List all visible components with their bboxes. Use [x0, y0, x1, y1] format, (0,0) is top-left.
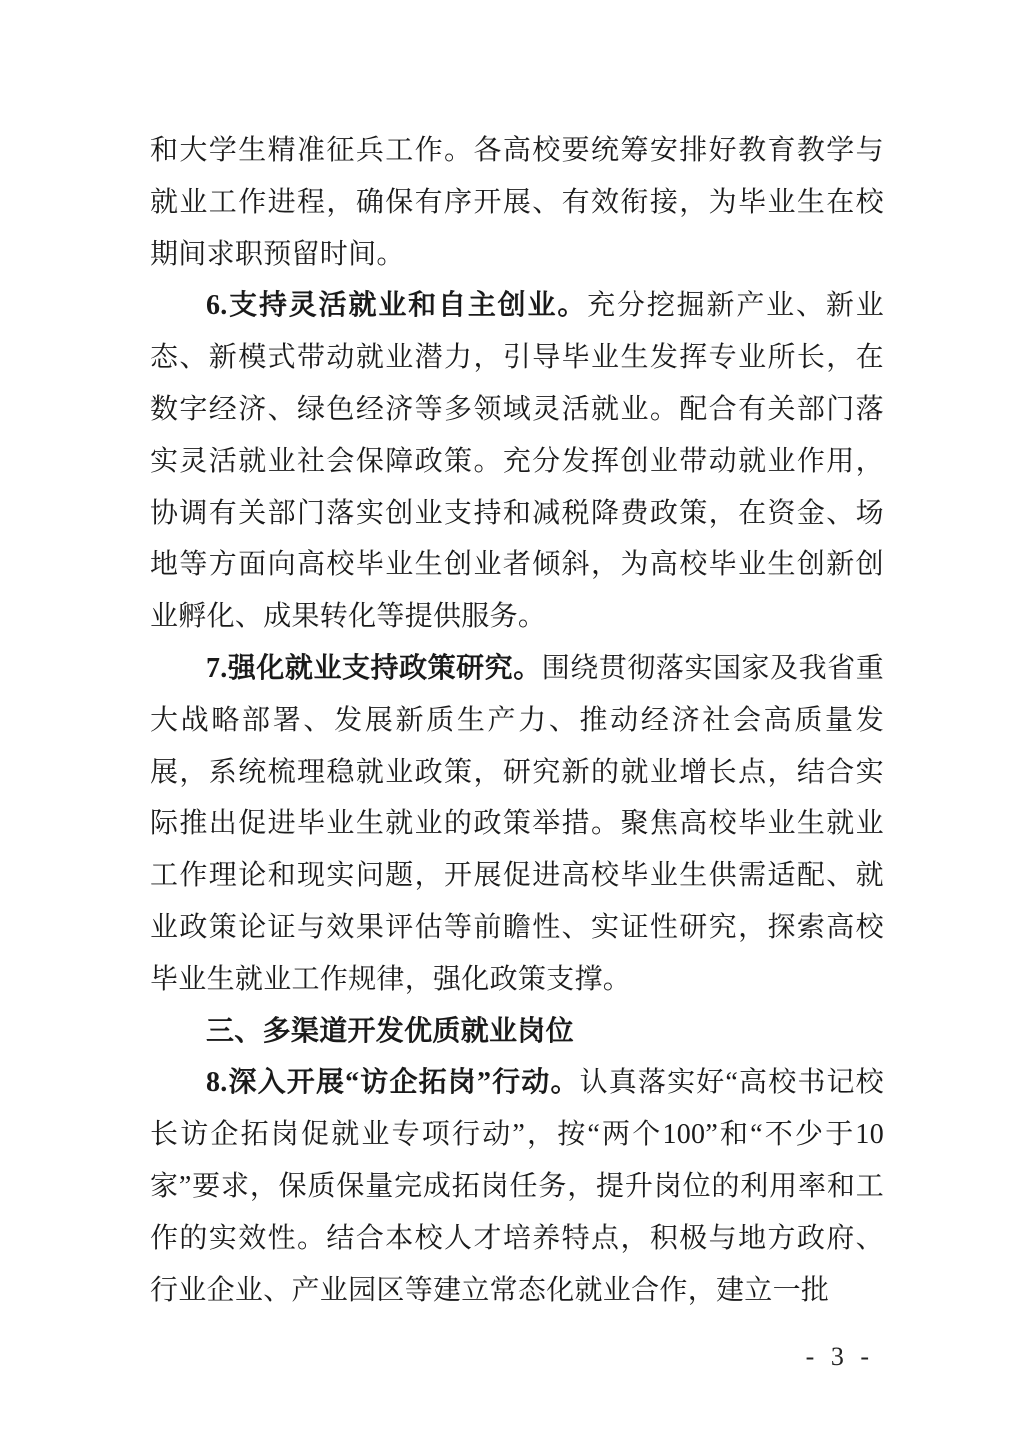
paragraph-text: 认真落实好“高校书记校长访企拓岗促就业专项行动”，按“两个100”和“不少于10家”要求，保质保量完成拓岗任务，提升岗位的利用率和工作的实效性。结合本校人才培养特点，积极与地方政府、行业企业、产业园区等建立常态化就业合作，建立一批	[150, 1067, 884, 1306]
paragraph-lead: 7.强化就业支持政策研究。	[206, 652, 542, 684]
paragraph-item-7	[150, 643, 884, 1006]
paragraph-continuation	[150, 125, 884, 280]
paragraph-text: 充分挖掘新产业、新业态、新模式带动就业潜力，引导毕业生发挥专业所长，在数字经济、绿色经济等多领域灵活就业。配合有关部门落实灵活就业社会保障政策。充分发挥创业带动就业作用，协调有关部门落实创业支持和减税降费政策，在资金、场地等方面向高校毕业生创业者倾斜，为高校毕业生创新创业孵化、成果转化等提供服务。	[150, 290, 884, 633]
paragraph-lead: 8.深入开展“访企拓岗”行动。	[206, 1067, 580, 1099]
paragraph-lead: 6.支持灵活就业和自主创业。	[206, 290, 588, 322]
section-heading-three	[150, 1006, 884, 1058]
paragraph-item-6	[150, 280, 884, 643]
paragraph-text: 围绕贯彻落实国家及我省重大战略部署、发展新质生产力、推动经济社会高质量发展，系统梳理稳就业政策，研究新的就业增长点，结合实际推出促进毕业生就业的政策举措。聚焦高校毕业生就业工作理论和现实问题，开展促进高校毕业生供需适配、就业政策论证与效果评估等前瞻性、实证性研究，探索高校毕业生就业工作规律，强化政策支撑。	[150, 652, 884, 995]
section-heading-text: 三、多渠道开发优质就业岗位	[206, 1015, 574, 1047]
page-number: - 3 -	[805, 1342, 874, 1371]
document-body	[150, 125, 884, 1316]
paragraph-item-8	[150, 1057, 884, 1316]
paragraph-text: 和大学生精准征兵工作。各高校要统筹安排好教育教学与就业工作进程，确保有序开展、有效衔接，为毕业生在校期间求职预留时间。	[150, 135, 884, 270]
